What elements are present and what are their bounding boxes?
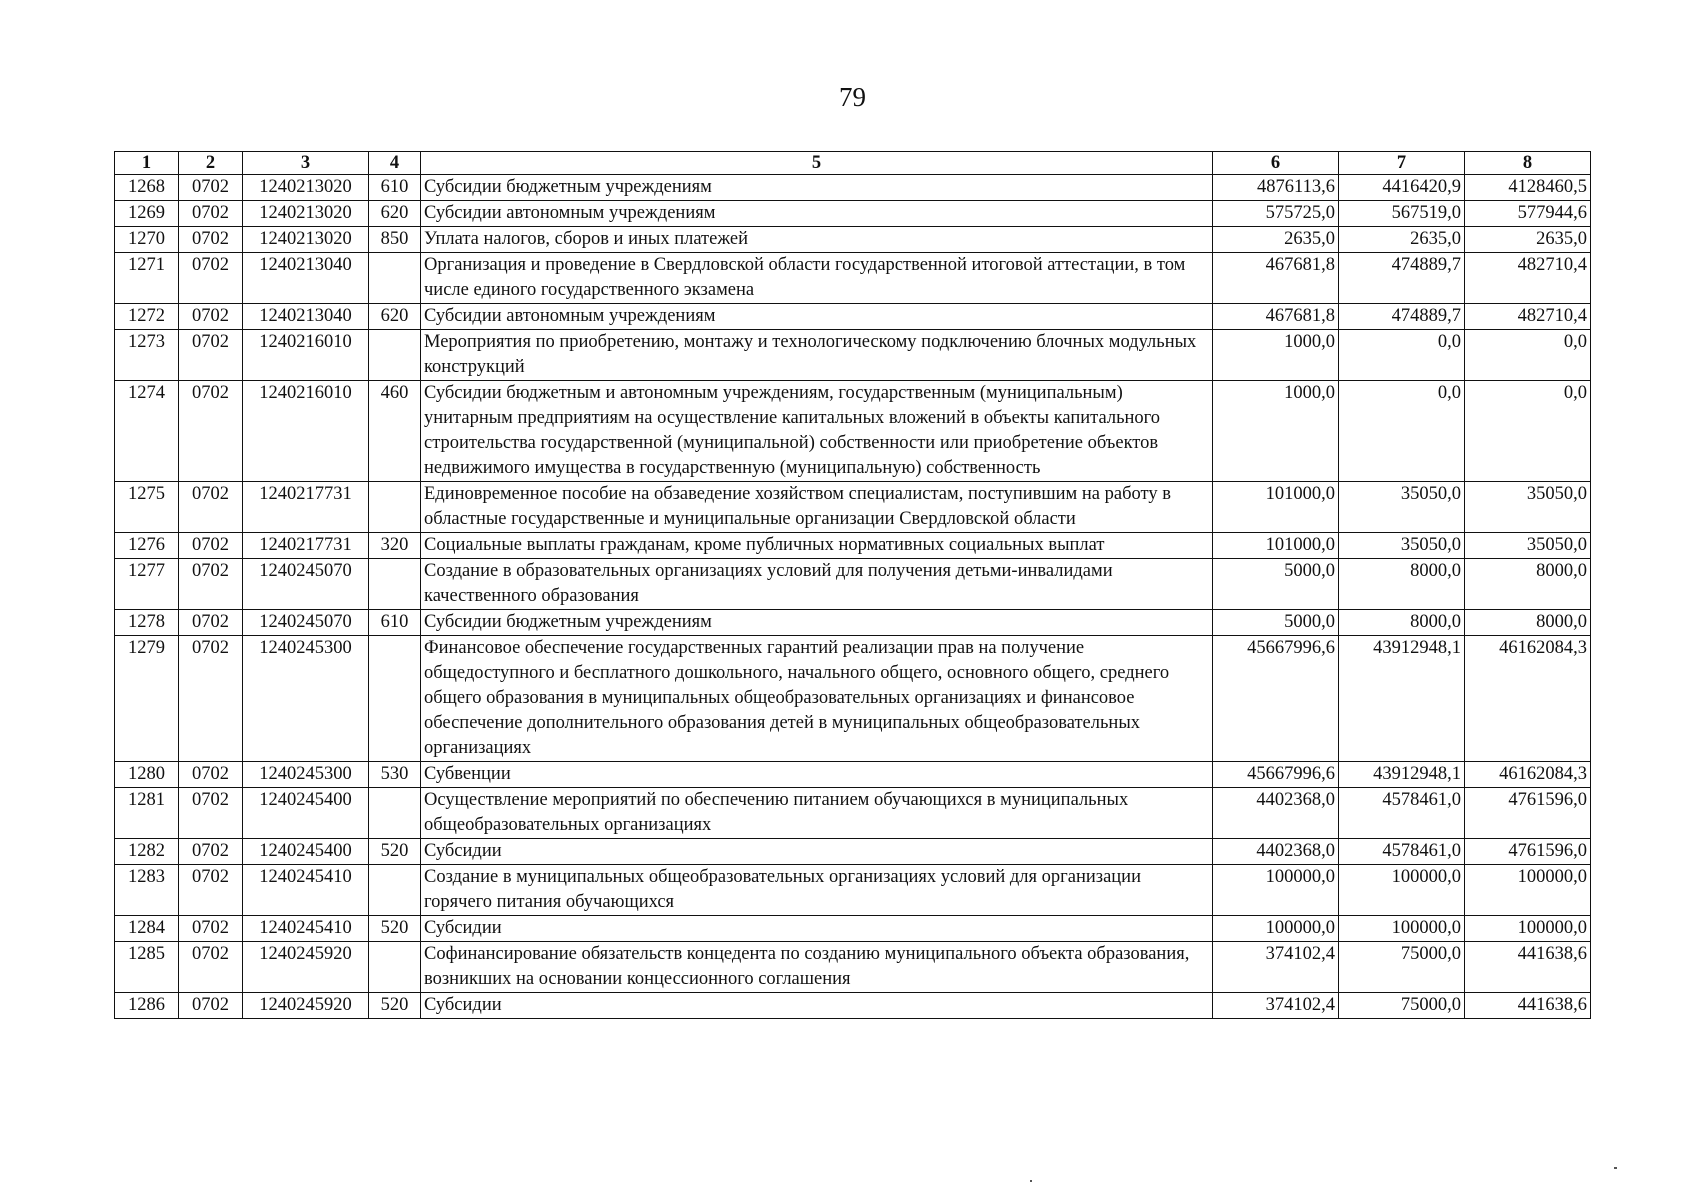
row-number-cell: 1277 xyxy=(115,559,179,610)
description-cell: Софинансирование обязательств концедента по созданию муниципального объекта образования, возникших на основании концессионного соглашения xyxy=(421,942,1213,993)
amount-col8-cell: 441638,6 xyxy=(1465,993,1591,1019)
column-header: 8 xyxy=(1465,152,1591,175)
amount-col7-cell: 474889,7 xyxy=(1339,304,1465,330)
table-row xyxy=(115,865,1591,916)
amount-col8-cell: 0,0 xyxy=(1465,381,1591,482)
section-code-cell: 0702 xyxy=(179,762,243,788)
section-code-cell: 0702 xyxy=(179,482,243,533)
amount-col6-cell: 5000,0 xyxy=(1213,559,1339,610)
target-code-cell: 1240245070 xyxy=(243,559,369,610)
target-code-cell: 1240216010 xyxy=(243,330,369,381)
table-row xyxy=(115,839,1591,865)
amount-col8-cell: 441638,6 xyxy=(1465,942,1591,993)
row-number-cell: 1279 xyxy=(115,636,179,762)
amount-col6-cell: 467681,8 xyxy=(1213,304,1339,330)
section-code-cell: 0702 xyxy=(179,227,243,253)
table-row xyxy=(115,304,1591,330)
amount-col8-cell: 482710,4 xyxy=(1465,304,1591,330)
description-cell: Субсидии бюджетным учреждениям xyxy=(421,610,1213,636)
section-code-cell: 0702 xyxy=(179,942,243,993)
target-code-cell: 1240245920 xyxy=(243,993,369,1019)
description-cell: Единовременное пособие на обзаведение хозяйством специалистам, поступившим на работу в областные государственные и муниципальные организации Свердловской области xyxy=(421,482,1213,533)
expense-type-cell: 620 xyxy=(369,201,421,227)
amount-col7-cell: 75000,0 xyxy=(1339,942,1465,993)
section-code-cell: 0702 xyxy=(179,636,243,762)
row-number-cell: 1272 xyxy=(115,304,179,330)
amount-col6-cell: 100000,0 xyxy=(1213,865,1339,916)
target-code-cell: 1240245400 xyxy=(243,839,369,865)
table-row xyxy=(115,916,1591,942)
expense-type-cell: 530 xyxy=(369,762,421,788)
row-number-cell: 1281 xyxy=(115,788,179,839)
row-number-cell: 1268 xyxy=(115,175,179,201)
amount-col7-cell: 4578461,0 xyxy=(1339,788,1465,839)
amount-col6-cell: 2635,0 xyxy=(1213,227,1339,253)
amount-col7-cell: 43912948,1 xyxy=(1339,762,1465,788)
row-number-cell: 1276 xyxy=(115,533,179,559)
table-row xyxy=(115,762,1591,788)
table-row xyxy=(115,993,1591,1019)
amount-col6-cell: 4876113,6 xyxy=(1213,175,1339,201)
row-number-cell: 1284 xyxy=(115,916,179,942)
section-code-cell: 0702 xyxy=(179,610,243,636)
amount-col8-cell: 4761596,0 xyxy=(1465,839,1591,865)
section-code-cell: 0702 xyxy=(179,839,243,865)
target-code-cell: 1240213020 xyxy=(243,175,369,201)
table-row xyxy=(115,175,1591,201)
amount-col8-cell: 35050,0 xyxy=(1465,482,1591,533)
column-header: 5 xyxy=(421,152,1213,175)
amount-col7-cell: 8000,0 xyxy=(1339,610,1465,636)
scan-speck xyxy=(1030,1180,1032,1182)
table-row xyxy=(115,636,1591,762)
description-cell: Субсидии xyxy=(421,839,1213,865)
page-number: 79 xyxy=(839,82,866,112)
table-row xyxy=(115,201,1591,227)
amount-col8-cell: 100000,0 xyxy=(1465,916,1591,942)
amount-col6-cell: 4402368,0 xyxy=(1213,839,1339,865)
section-code-cell: 0702 xyxy=(179,533,243,559)
column-header: 6 xyxy=(1213,152,1339,175)
section-code-cell: 0702 xyxy=(179,330,243,381)
amount-col6-cell: 45667996,6 xyxy=(1213,762,1339,788)
column-header: 1 xyxy=(115,152,179,175)
target-code-cell: 1240213020 xyxy=(243,201,369,227)
amount-col7-cell: 2635,0 xyxy=(1339,227,1465,253)
target-code-cell: 1240213040 xyxy=(243,253,369,304)
target-code-cell: 1240217731 xyxy=(243,533,369,559)
description-cell: Организация и проведение в Свердловской области государственной итоговой аттестации, в том числе единого государственного экзамена xyxy=(421,253,1213,304)
expense-type-cell: 850 xyxy=(369,227,421,253)
scan-speck xyxy=(1614,1167,1617,1169)
expense-type-cell xyxy=(369,865,421,916)
target-code-cell: 1240216010 xyxy=(243,381,369,482)
amount-col8-cell: 482710,4 xyxy=(1465,253,1591,304)
table-row xyxy=(115,610,1591,636)
budget-table xyxy=(114,151,1591,1019)
row-number-cell: 1278 xyxy=(115,610,179,636)
header-row xyxy=(115,152,1591,175)
expense-type-cell: 520 xyxy=(369,839,421,865)
amount-col6-cell: 374102,4 xyxy=(1213,942,1339,993)
expense-type-cell xyxy=(369,942,421,993)
amount-col8-cell: 4128460,5 xyxy=(1465,175,1591,201)
row-number-cell: 1273 xyxy=(115,330,179,381)
description-cell: Мероприятия по приобретению, монтажу и технологическому подключению блочных модульных конструкций xyxy=(421,330,1213,381)
table-row xyxy=(115,330,1591,381)
section-code-cell: 0702 xyxy=(179,304,243,330)
target-code-cell: 1240217731 xyxy=(243,482,369,533)
expense-type-cell: 520 xyxy=(369,916,421,942)
expense-type-cell: 460 xyxy=(369,381,421,482)
description-cell: Субсидии бюджетным учреждениям xyxy=(421,175,1213,201)
amount-col6-cell: 467681,8 xyxy=(1213,253,1339,304)
row-number-cell: 1283 xyxy=(115,865,179,916)
amount-col7-cell: 100000,0 xyxy=(1339,865,1465,916)
row-number-cell: 1286 xyxy=(115,993,179,1019)
column-header: 7 xyxy=(1339,152,1465,175)
table-row xyxy=(115,381,1591,482)
amount-col6-cell: 101000,0 xyxy=(1213,482,1339,533)
description-cell: Субсидии xyxy=(421,916,1213,942)
target-code-cell: 1240213040 xyxy=(243,304,369,330)
amount-col7-cell: 35050,0 xyxy=(1339,533,1465,559)
table-body xyxy=(115,175,1591,1019)
amount-col7-cell: 8000,0 xyxy=(1339,559,1465,610)
row-number-cell: 1282 xyxy=(115,839,179,865)
description-cell: Субсидии xyxy=(421,993,1213,1019)
description-cell: Создание в образовательных организациях условий для получения детьми-инвалидами качественного образования xyxy=(421,559,1213,610)
amount-col8-cell: 2635,0 xyxy=(1465,227,1591,253)
amount-col7-cell: 4416420,9 xyxy=(1339,175,1465,201)
section-code-cell: 0702 xyxy=(179,175,243,201)
section-code-cell: 0702 xyxy=(179,788,243,839)
expense-type-cell: 620 xyxy=(369,304,421,330)
target-code-cell: 1240245300 xyxy=(243,762,369,788)
amount-col6-cell: 5000,0 xyxy=(1213,610,1339,636)
column-header: 4 xyxy=(369,152,421,175)
amount-col7-cell: 4578461,0 xyxy=(1339,839,1465,865)
amount-col6-cell: 101000,0 xyxy=(1213,533,1339,559)
target-code-cell: 1240213020 xyxy=(243,227,369,253)
table-row xyxy=(115,559,1591,610)
section-code-cell: 0702 xyxy=(179,993,243,1019)
row-number-cell: 1270 xyxy=(115,227,179,253)
amount-col8-cell: 46162084,3 xyxy=(1465,636,1591,762)
column-header: 3 xyxy=(243,152,369,175)
row-number-cell: 1274 xyxy=(115,381,179,482)
amount-col7-cell: 0,0 xyxy=(1339,330,1465,381)
amount-col6-cell: 100000,0 xyxy=(1213,916,1339,942)
section-code-cell: 0702 xyxy=(179,916,243,942)
amount-col7-cell: 75000,0 xyxy=(1339,993,1465,1019)
table-row xyxy=(115,227,1591,253)
expense-type-cell: 610 xyxy=(369,610,421,636)
row-number-cell: 1285 xyxy=(115,942,179,993)
target-code-cell: 1240245300 xyxy=(243,636,369,762)
expense-type-cell xyxy=(369,636,421,762)
amount-col6-cell: 1000,0 xyxy=(1213,381,1339,482)
column-header: 2 xyxy=(179,152,243,175)
description-cell: Субсидии бюджетным и автономным учреждениям, государственным (муниципальным) унитарным предприятиям на осуществление капитальных вложений в объекты капитального строительства государственной (муниципальной) собственности или приобретение объектов недвижимого имущества в государственную (муниципальную) собственность xyxy=(421,381,1213,482)
description-cell: Социальные выплаты гражданам, кроме публичных нормативных социальных выплат xyxy=(421,533,1213,559)
row-number-cell: 1269 xyxy=(115,201,179,227)
amount-col7-cell: 43912948,1 xyxy=(1339,636,1465,762)
amount-col6-cell: 45667996,6 xyxy=(1213,636,1339,762)
amount-col6-cell: 575725,0 xyxy=(1213,201,1339,227)
description-cell: Финансовое обеспечение государственных гарантий реализации прав на получение общедоступного и бесплатного дошкольного, начального общего, основного общего, среднего общего образования в муниципальных общеобразовательных организациях и финансовое обеспечение дополнительного образования детей в муниципальных общеобразовательных организациях xyxy=(421,636,1213,762)
expense-type-cell xyxy=(369,559,421,610)
description-cell: Субсидии автономным учреждениям xyxy=(421,304,1213,330)
row-number-cell: 1275 xyxy=(115,482,179,533)
expense-type-cell xyxy=(369,788,421,839)
amount-col7-cell: 0,0 xyxy=(1339,381,1465,482)
expense-type-cell: 610 xyxy=(369,175,421,201)
section-code-cell: 0702 xyxy=(179,201,243,227)
description-cell: Субвенции xyxy=(421,762,1213,788)
description-cell: Субсидии автономным учреждениям xyxy=(421,201,1213,227)
target-code-cell: 1240245400 xyxy=(243,788,369,839)
expense-type-cell: 320 xyxy=(369,533,421,559)
table-row xyxy=(115,482,1591,533)
row-number-cell: 1271 xyxy=(115,253,179,304)
amount-col8-cell: 46162084,3 xyxy=(1465,762,1591,788)
section-code-cell: 0702 xyxy=(179,865,243,916)
amount-col7-cell: 474889,7 xyxy=(1339,253,1465,304)
expense-type-cell xyxy=(369,330,421,381)
amount-col7-cell: 35050,0 xyxy=(1339,482,1465,533)
amount-col8-cell: 0,0 xyxy=(1465,330,1591,381)
section-code-cell: 0702 xyxy=(179,559,243,610)
section-code-cell: 0702 xyxy=(179,253,243,304)
amount-col8-cell: 8000,0 xyxy=(1465,559,1591,610)
description-cell: Уплата налогов, сборов и иных платежей xyxy=(421,227,1213,253)
target-code-cell: 1240245410 xyxy=(243,865,369,916)
table-row xyxy=(115,942,1591,993)
table-row xyxy=(115,533,1591,559)
amount-col6-cell: 1000,0 xyxy=(1213,330,1339,381)
amount-col8-cell: 4761596,0 xyxy=(1465,788,1591,839)
expense-type-cell xyxy=(369,253,421,304)
amount-col6-cell: 374102,4 xyxy=(1213,993,1339,1019)
amount-col7-cell: 567519,0 xyxy=(1339,201,1465,227)
target-code-cell: 1240245410 xyxy=(243,916,369,942)
description-cell: Создание в муниципальных общеобразовательных организациях условий для организации горячего питания обучающихся xyxy=(421,865,1213,916)
amount-col7-cell: 100000,0 xyxy=(1339,916,1465,942)
amount-col8-cell: 35050,0 xyxy=(1465,533,1591,559)
target-code-cell: 1240245920 xyxy=(243,942,369,993)
description-cell: Осуществление мероприятий по обеспечению питанием обучающихся в муниципальных общеобразовательных организациях xyxy=(421,788,1213,839)
row-number-cell: 1280 xyxy=(115,762,179,788)
amount-col8-cell: 577944,6 xyxy=(1465,201,1591,227)
amount-col6-cell: 4402368,0 xyxy=(1213,788,1339,839)
expense-type-cell xyxy=(369,482,421,533)
table-row xyxy=(115,788,1591,839)
section-code-cell: 0702 xyxy=(179,381,243,482)
table-row xyxy=(115,253,1591,304)
target-code-cell: 1240245070 xyxy=(243,610,369,636)
expense-type-cell: 520 xyxy=(369,993,421,1019)
amount-col8-cell: 8000,0 xyxy=(1465,610,1591,636)
amount-col8-cell: 100000,0 xyxy=(1465,865,1591,916)
